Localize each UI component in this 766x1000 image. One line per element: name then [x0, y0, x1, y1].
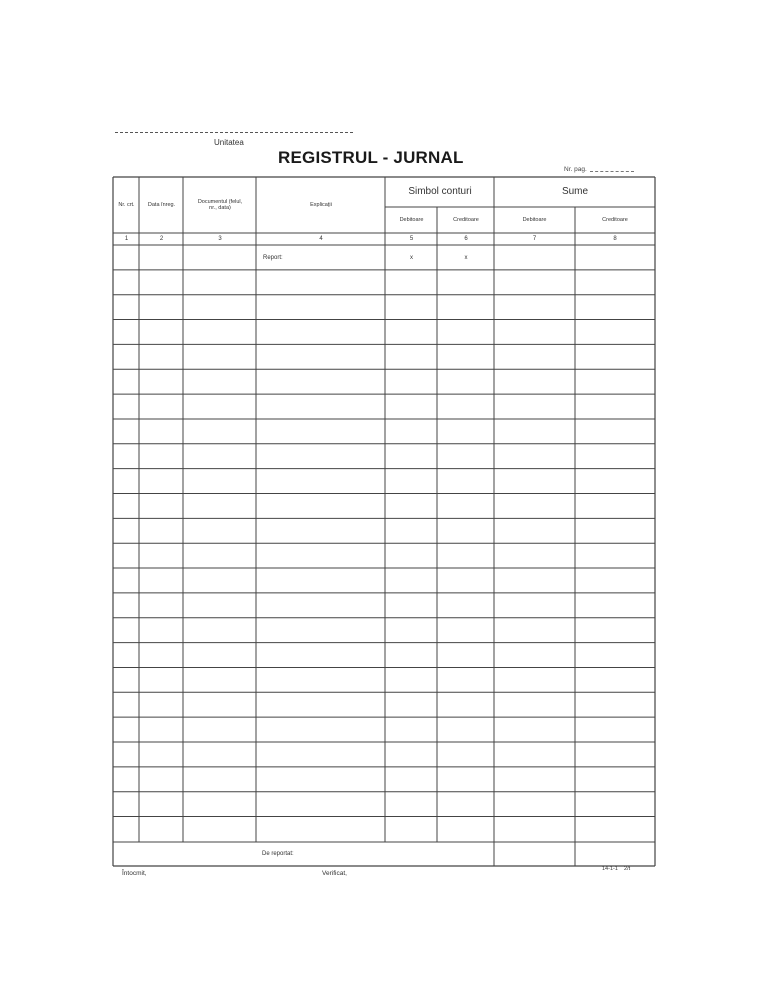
unit-label: Unitatea — [214, 138, 244, 147]
form-code-suffix: 2/t — [624, 866, 631, 872]
report-label: Report: — [263, 255, 283, 261]
col-header-nr: Nr. crt. — [118, 201, 135, 208]
carry-forward-label: De reportat: — [262, 851, 294, 857]
form-code — [602, 866, 630, 872]
checked-label: Verificat, — [322, 870, 347, 877]
col-number: 4 — [319, 236, 323, 243]
col-header-date: Data înreg. — [147, 201, 176, 208]
col-header-sum-debit: Debitoare — [522, 216, 547, 223]
form-code-number: 14-1-1 — [602, 866, 618, 872]
col-number: 7 — [532, 236, 537, 243]
group-header-accounts: Simbol conturi — [408, 186, 472, 198]
col-number: 3 — [218, 236, 222, 243]
col-number: 5 — [409, 236, 414, 243]
report-account-credit-mark: x — [464, 255, 468, 261]
group-header-sums: Sume — [561, 186, 589, 198]
report-account-debit-mark: x — [410, 255, 413, 261]
drawn-up-label: Întocmit, — [122, 870, 147, 877]
col-number: 8 — [613, 236, 617, 243]
col-header-sum-credit: Creditoare — [602, 216, 628, 223]
col-header-account-debit: Debitoare — [399, 216, 424, 223]
col-header-account-credit: Creditoare — [453, 216, 479, 223]
document-title: REGISTRUL - JURNAL — [278, 148, 464, 167]
page-number-label: Nr. pag. — [564, 166, 587, 173]
col-header-explanation: Explicaţii — [310, 201, 332, 208]
col-number: 2 — [159, 236, 164, 243]
col-header-document: Documentul (felul, nr., data) — [197, 198, 243, 211]
col-number: 6 — [464, 236, 468, 243]
col-number: 1 — [124, 236, 129, 243]
